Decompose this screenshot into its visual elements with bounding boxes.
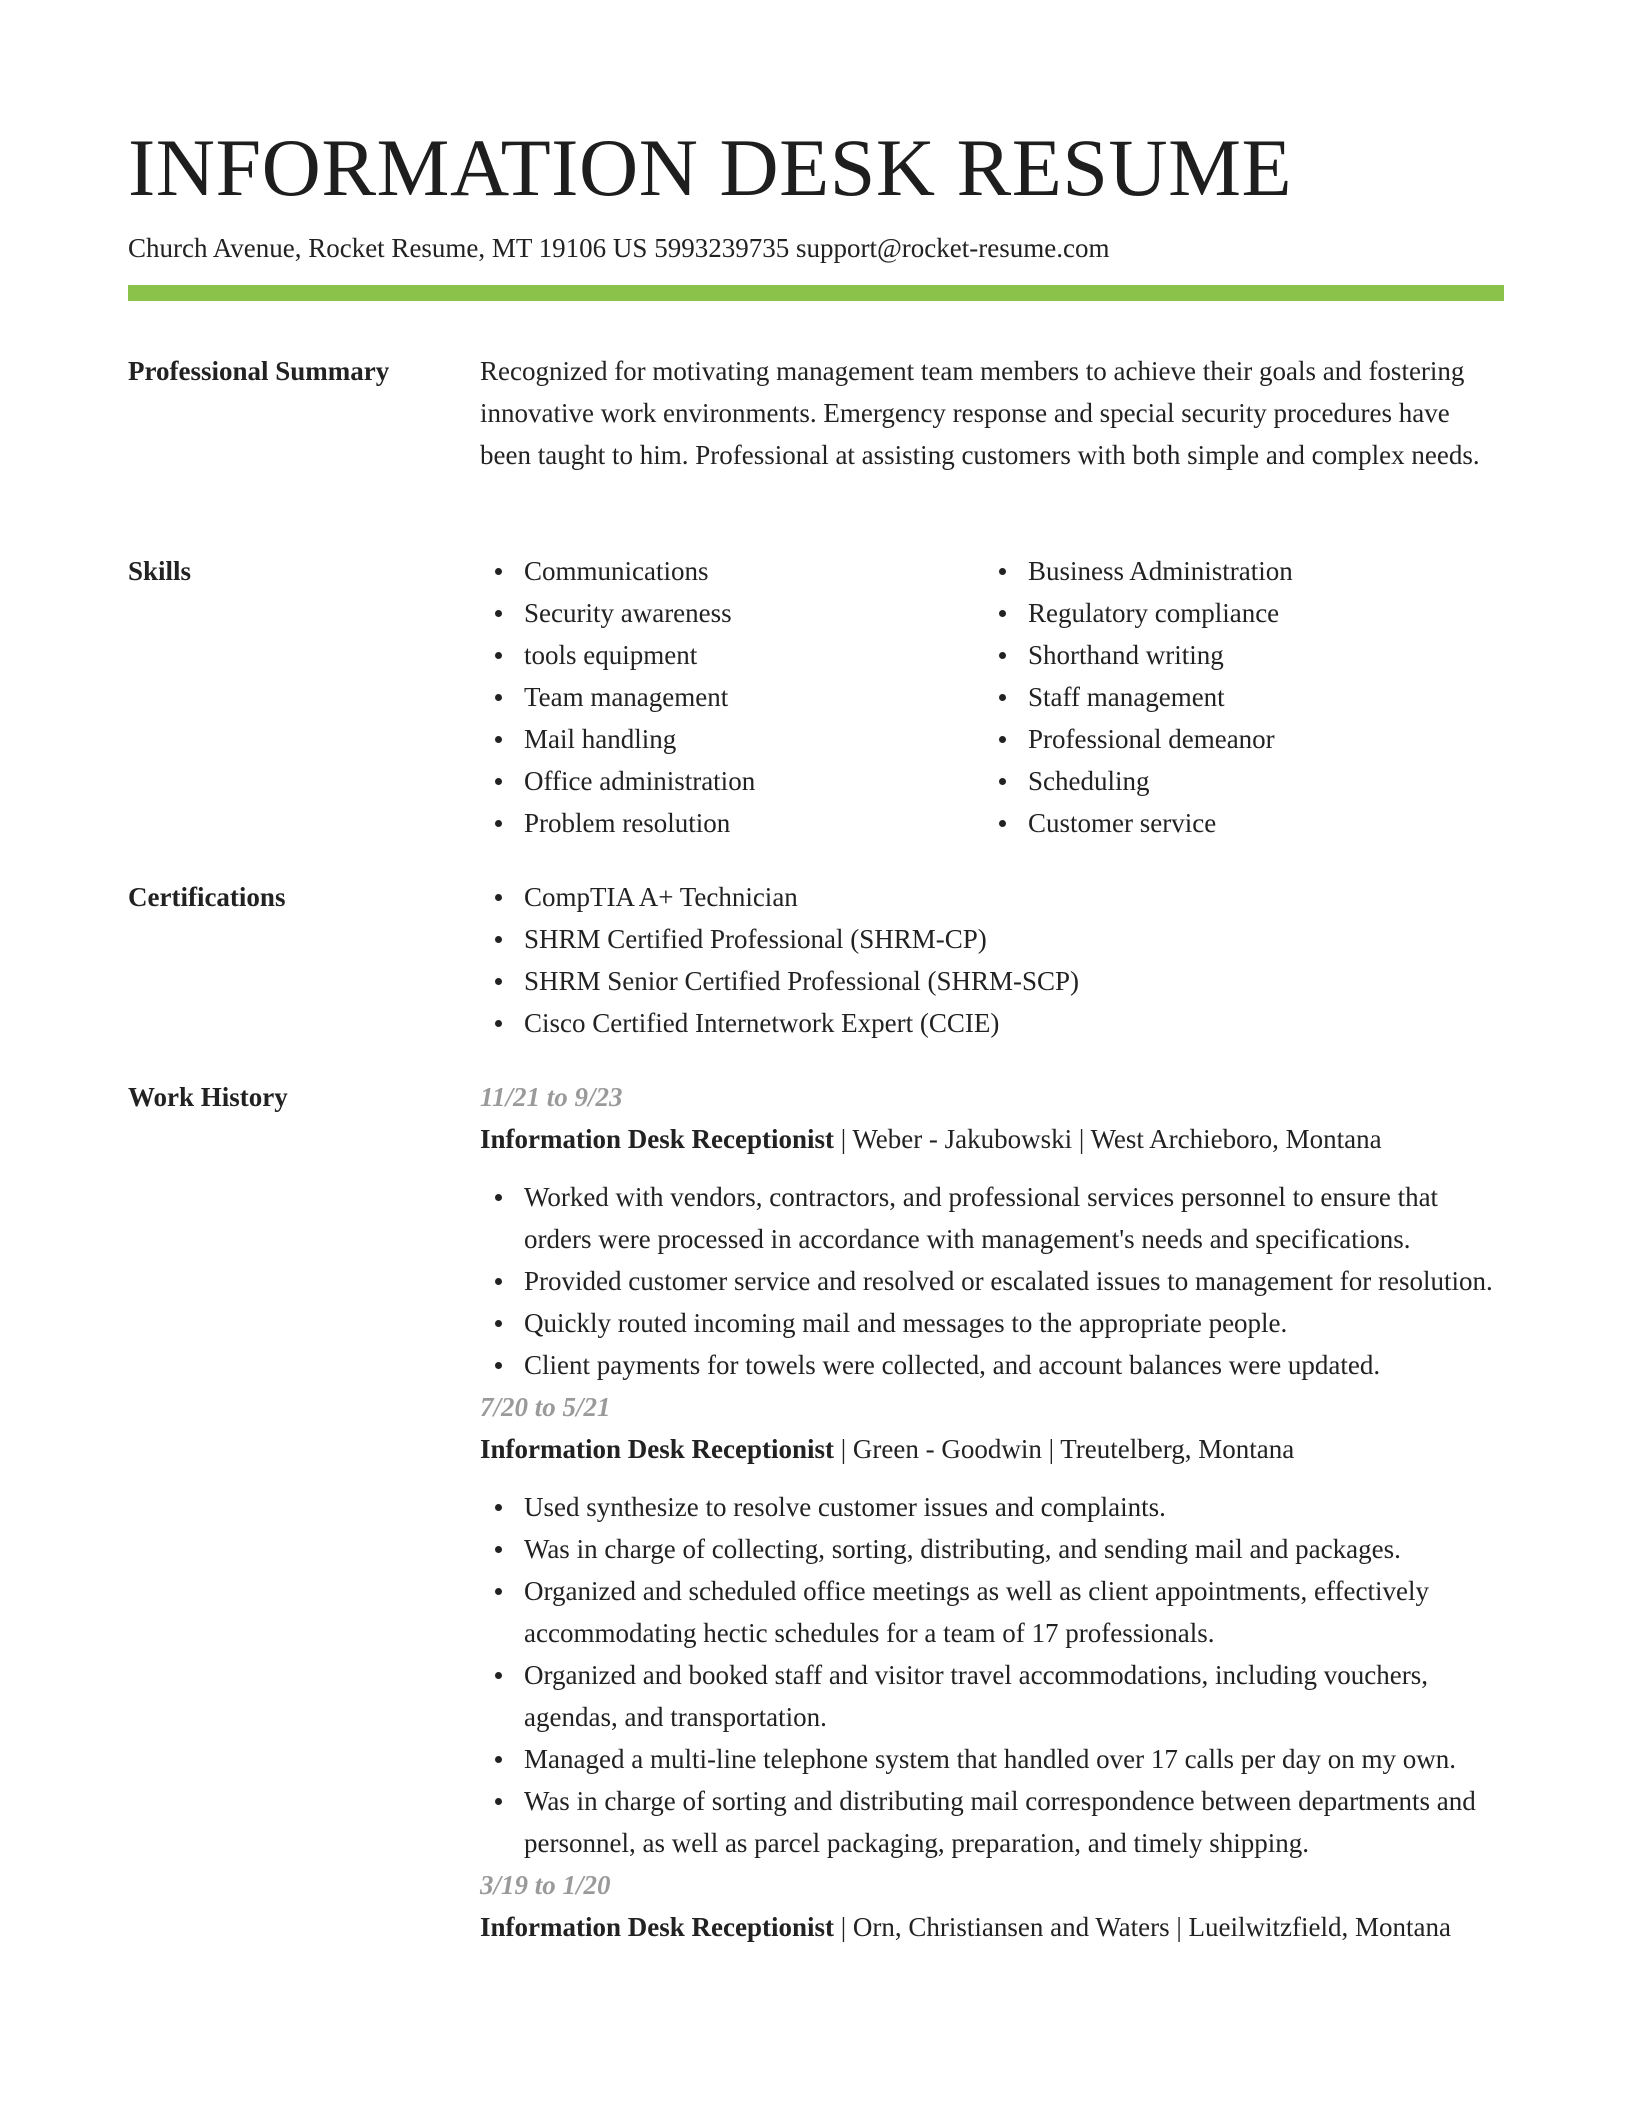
skill-item: Security awareness: [480, 592, 984, 634]
skills-body: [480, 550, 1504, 844]
job-bullets: [480, 1486, 1504, 1864]
skill-item: Office administration: [480, 760, 984, 802]
job-title: Information Desk Receptionist: [480, 1124, 834, 1154]
job-bullet: Was in charge of sorting and distributing mail correspondence between departments and personnel, as well as parcel packaging, preparation, and timely shipping.: [480, 1780, 1504, 1864]
job-bullet: Used synthesize to resolve customer issues and complaints.: [480, 1486, 1504, 1528]
job-title: Information Desk Receptionist: [480, 1912, 834, 1942]
certification-item: SHRM Certified Professional (SHRM-CP): [480, 918, 1504, 960]
skill-item: Team management: [480, 676, 984, 718]
header-divider: [128, 285, 1504, 301]
job-details: | Green - Goodwin | Treutelberg, Montana: [833, 1434, 1295, 1464]
summary-label: Professional Summary: [128, 356, 390, 386]
certification-item: Cisco Certified Internetwork Expert (CCIE): [480, 1002, 1504, 1044]
work-history-label: Work History: [128, 1082, 288, 1112]
job-title: Information Desk Receptionist: [480, 1434, 834, 1464]
skill-item: Mail handling: [480, 718, 984, 760]
skill-item: Problem resolution: [480, 802, 984, 844]
job-bullet: Organized and scheduled office meetings as well as client appointments, effectively accommodating hectic schedules for a team of 17 professionals.: [480, 1570, 1504, 1654]
job-bullet: Provided customer service and resolved or escalated issues to management for resolution.: [480, 1260, 1504, 1302]
certifications-body: [480, 876, 1504, 1044]
skill-item: Shorthand writing: [984, 634, 1504, 676]
job-entry: [480, 1076, 1504, 1386]
skill-item: Scheduling: [984, 760, 1504, 802]
job-heading: [480, 1906, 1504, 1948]
resume-title: INFORMATION DESK RESUME: [128, 122, 1293, 213]
contact-line: Church Avenue, Rocket Resume, MT 19106 US 5993239735 support@rocket-resume.com: [128, 233, 1110, 263]
certifications-list: [480, 876, 1504, 1044]
job-entry: [480, 1864, 1504, 1948]
skill-item: Customer service: [984, 802, 1504, 844]
job-heading: [480, 1428, 1504, 1470]
skill-item: Staff management: [984, 676, 1504, 718]
job-details: | Orn, Christiansen and Waters | Lueilwitzfield, Montana: [833, 1912, 1451, 1942]
skill-item: Professional demeanor: [984, 718, 1504, 760]
skills-list-left: [480, 550, 984, 844]
job-bullet: Was in charge of collecting, sorting, distributing, and sending mail and packages.: [480, 1528, 1504, 1570]
job-dates: 7/20 to 5/21: [480, 1392, 611, 1422]
skill-item: Regulatory compliance: [984, 592, 1504, 634]
job-bullets: [480, 1176, 1504, 1386]
work-history-body: [480, 1076, 1504, 1964]
skill-item: tools equipment: [480, 634, 984, 676]
job-bullet: Worked with vendors, contractors, and professional services personnel to ensure that orders were processed in accordance with management's needs and specifications.: [480, 1176, 1504, 1260]
job-details: | Weber - Jakubowski | West Archieboro, Montana: [833, 1124, 1382, 1154]
job-bullet: Organized and booked staff and visitor travel accommodations, including vouchers, agendas, and transportation.: [480, 1654, 1504, 1738]
job-bullet: Managed a multi-line telephone system that handled over 17 calls per day on my own.: [480, 1738, 1504, 1780]
job-dates: 11/21 to 9/23: [480, 1082, 623, 1112]
certification-item: SHRM Senior Certified Professional (SHRM-SCP): [480, 960, 1504, 1002]
summary-text: Recognized for motivating management team members to achieve their goals and fostering innovative work environments. Emergency response and special security procedures have been taught to him. Professional at assisting customers with both simple and complex needs.: [480, 356, 1480, 470]
certification-item: CompTIA A+ Technician: [480, 876, 1504, 918]
summary-body: [480, 350, 1504, 476]
skills-list-right: [984, 550, 1504, 844]
skill-item: Business Administration: [984, 550, 1504, 592]
skills-label: Skills: [128, 556, 192, 586]
job-dates: 3/19 to 1/20: [480, 1870, 611, 1900]
certifications-label: Certifications: [128, 882, 286, 912]
job-bullet: Client payments for towels were collected, and account balances were updated.: [480, 1344, 1504, 1386]
job-bullet: Quickly routed incoming mail and messages to the appropriate people.: [480, 1302, 1504, 1344]
job-heading: [480, 1118, 1504, 1160]
job-entry: [480, 1386, 1504, 1864]
skill-item: Communications: [480, 550, 984, 592]
